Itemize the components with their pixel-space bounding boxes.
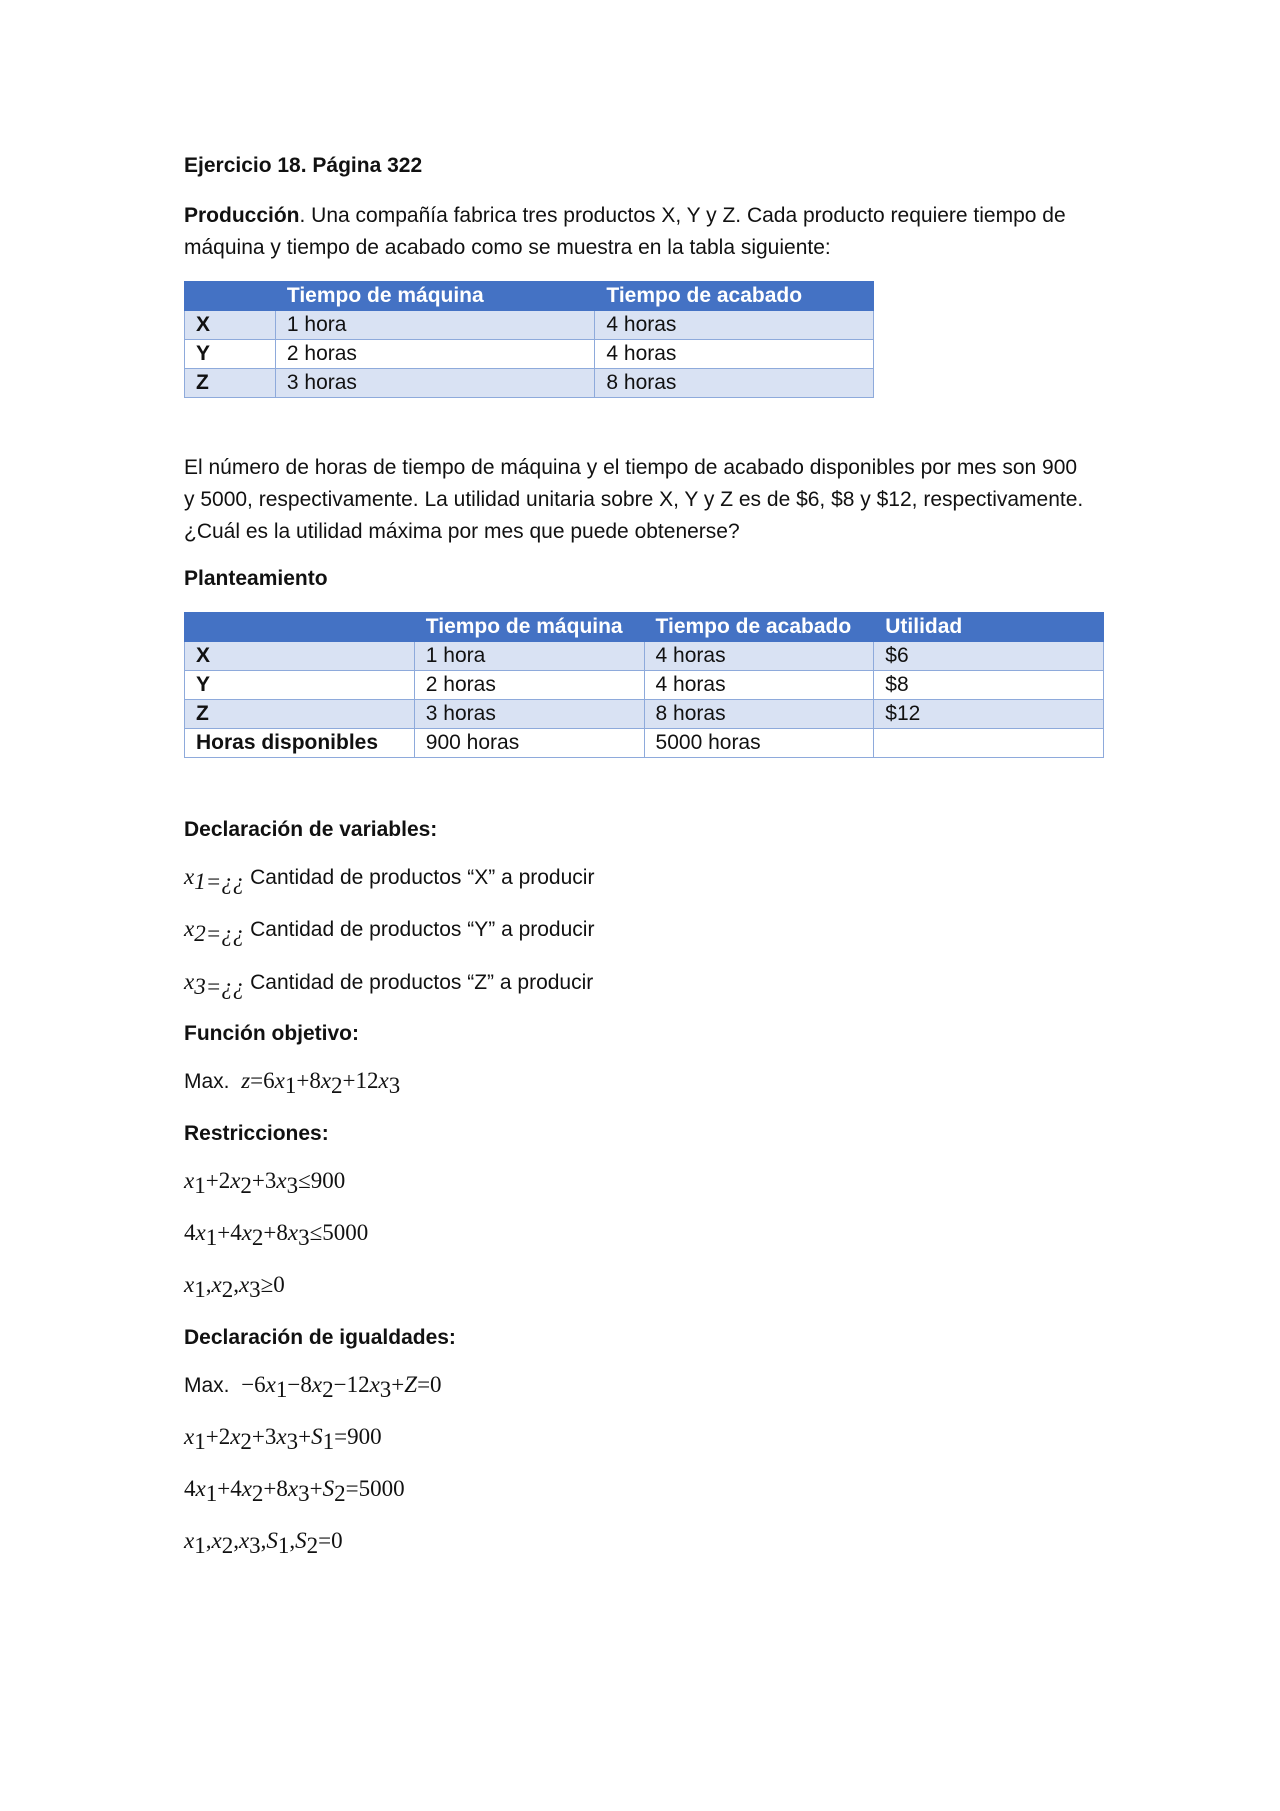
equalities-heading: Declaración de igualdades: xyxy=(184,1326,456,1349)
table-cell: $8 xyxy=(874,671,1104,700)
table-cell xyxy=(874,729,1104,758)
variable-description: Cantidad de productos “Z” a producir xyxy=(250,971,594,994)
table-cell: X xyxy=(185,311,276,340)
variable-subscript: 3=¿¿ xyxy=(194,974,245,1000)
intro-text: . Una compañía fabrica tres productos X, Y y Z. Cada producto requiere tiempo de máquina y tiempo de acabado como se muestra en la tabla siguiente: xyxy=(184,204,1066,259)
planteamiento-table xyxy=(184,612,1104,758)
table-row xyxy=(185,369,874,398)
table-cell: 1 hora xyxy=(275,311,595,340)
table-cell: Horas disponibles xyxy=(185,729,415,758)
table-header: Utilidad xyxy=(874,613,1104,642)
objective-heading: Función objetivo: xyxy=(184,1022,359,1045)
table-row xyxy=(185,671,1104,700)
exercise-title: Ejercicio 18. Página 322 xyxy=(184,154,423,177)
restriction-line: $4x_1+4x_2+8x_3\le 5000$ xyxy=(184,1220,369,1251)
max-label: Max. xyxy=(184,1374,230,1397)
table-cell: 900 horas xyxy=(414,729,644,758)
intro-paragraph xyxy=(184,200,1084,264)
table-cell: 2 horas xyxy=(275,340,595,369)
planteamiento-heading: Planteamiento xyxy=(184,567,328,590)
table-row xyxy=(185,700,1104,729)
table-header-row xyxy=(185,282,874,311)
table-cell: Y xyxy=(185,671,415,700)
variables-heading: Declaración de variables: xyxy=(184,818,438,841)
equality-objective: Max. $-6x_1-8x_2-12x_3+Z=0$ xyxy=(184,1372,442,1403)
table-header: Tiempo de acabado xyxy=(595,282,874,311)
restriction-line: $x_1,x_2,x_3\ge 0$ xyxy=(184,1272,285,1303)
table-cell: 4 horas xyxy=(595,340,874,369)
table-header xyxy=(185,613,415,642)
variable-description: Cantidad de productos “Y” a producir xyxy=(250,918,595,941)
restrictions-heading: Restricciones: xyxy=(184,1122,329,1145)
restriction-line: $x_1+2x_2+3x_3\le 900$ xyxy=(184,1168,346,1199)
variable-subscript: 2=¿¿ xyxy=(194,921,245,947)
table-cell: Y xyxy=(185,340,276,369)
table-header xyxy=(185,282,276,311)
variable-line-x1: $x_{1=¿¿}$ Cantidad de productos “X” a producir xyxy=(184,864,595,895)
table-cell: $12 xyxy=(874,700,1104,729)
table-header: Tiempo de máquina xyxy=(414,613,644,642)
problem-paragraph: El número de horas de tiempo de máquina y el tiempo de acabado disponibles por mes son 900 y 5000, respectivamente. La utilidad unitaria sobre X, Y y Z es de $6, $8 y $12, respectivamente. ¿Cuál es la utilidad máxima por mes que puede obtenerse? xyxy=(184,456,1084,543)
table-row xyxy=(185,311,874,340)
times-table xyxy=(184,281,874,398)
table-row xyxy=(185,729,1104,758)
table-row xyxy=(185,642,1104,671)
variable-subscript: 1=¿¿ xyxy=(194,869,245,895)
table-cell: Z xyxy=(185,700,415,729)
table-cell: 5000 horas xyxy=(644,729,874,758)
equality-line: $4x_1+4x_2+8x_3+S_2=5000$ xyxy=(184,1476,405,1507)
variable-line-x2: $x_{2=¿¿}$ Cantidad de productos “Y” a producir xyxy=(184,916,595,947)
table-header: Tiempo de acabado xyxy=(644,613,874,642)
table-cell: 3 horas xyxy=(275,369,595,398)
max-label: Max. xyxy=(184,1070,230,1093)
intro-label: Producción xyxy=(184,204,300,227)
objective-function: Max. $z=6x_1+8x_2+12x_3$ xyxy=(184,1068,401,1099)
table-cell: 4 horas xyxy=(644,671,874,700)
table-cell: $6 xyxy=(874,642,1104,671)
table-cell: 1 hora xyxy=(414,642,644,671)
variable-description: Cantidad de productos “X” a producir xyxy=(250,866,595,889)
table-cell: 8 horas xyxy=(595,369,874,398)
table-cell: 3 horas xyxy=(414,700,644,729)
equality-line: $x_1,x_2,x_3,S_1,S_2=0$ xyxy=(184,1528,343,1559)
equality-line: $x_1+2x_2+3x_3+S_1=900$ xyxy=(184,1424,382,1455)
table-cell: 4 horas xyxy=(595,311,874,340)
table-row xyxy=(185,340,874,369)
variable-line-x3: $x_{3=¿¿}$ Cantidad de productos “Z” a producir xyxy=(184,969,594,1000)
table-header: Tiempo de máquina xyxy=(275,282,595,311)
table-cell: 8 horas xyxy=(644,700,874,729)
table-cell: Z xyxy=(185,369,276,398)
table-header-row xyxy=(185,613,1104,642)
table-cell: 2 horas xyxy=(414,671,644,700)
table-cell: X xyxy=(185,642,415,671)
table-cell: 4 horas xyxy=(644,642,874,671)
